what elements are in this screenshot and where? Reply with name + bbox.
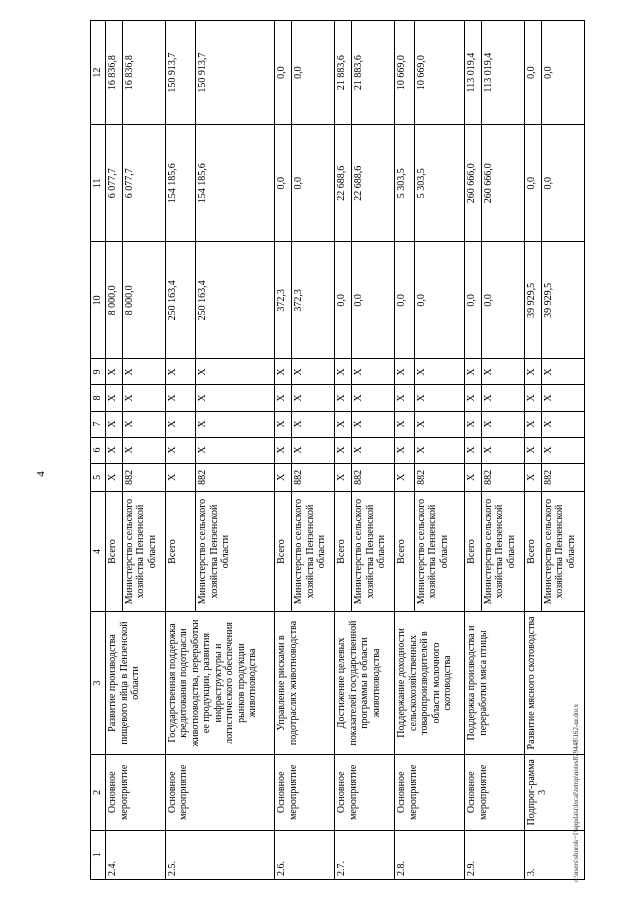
- row-name: Управление рисками в подотраслях животноводства: [275, 611, 335, 754]
- code-cell: Х: [165, 385, 196, 411]
- col-header: 4: [91, 492, 106, 612]
- amount-cell: 250 163,4: [196, 242, 275, 359]
- code-cell: Х: [335, 385, 352, 411]
- table-row: [524, 21, 541, 880]
- col-header: 2: [91, 755, 106, 830]
- amount-cell: 22 688,6: [352, 125, 395, 242]
- row-name: Поддержание доходности сельскохозяйственных товаропроизводителей в области молочного скотоводства: [395, 611, 465, 754]
- amount-cell: 5 303,5: [414, 125, 464, 242]
- code-cell: Х: [335, 411, 352, 437]
- amount-cell: 21 883,6: [352, 21, 395, 125]
- code-cell: 882: [414, 463, 464, 492]
- row-kind: Основное мероприятие: [165, 755, 275, 830]
- code-cell: Х: [524, 359, 541, 385]
- code-cell: Х: [292, 411, 335, 437]
- table-row: [275, 21, 292, 880]
- code-cell: Х: [292, 385, 335, 411]
- code-cell: Х: [395, 359, 414, 385]
- amount-cell: 0,0: [465, 242, 482, 359]
- amount-cell: 372,3: [275, 242, 292, 359]
- col-header: 10: [91, 242, 106, 359]
- code-cell: Х: [395, 411, 414, 437]
- row-name: Поддержка производства и переработки мяса птицы: [465, 611, 525, 754]
- amount-cell: 16 836,8: [122, 21, 165, 125]
- code-cell: 882: [122, 463, 165, 492]
- row-name: Государственная поддержка кредитования подотрасли животноводства, переработки ее продукции, развития инфраструктуры и логистического обеспечения рынков продукции животноводства: [165, 611, 275, 754]
- amount-cell: 6 077,7: [122, 125, 165, 242]
- code-cell: 882: [352, 463, 395, 492]
- recipient-ministry: Министерство сельского хозяйства Пензенской области: [414, 492, 464, 612]
- recipient-all: Всего: [335, 492, 352, 612]
- rotated-table-wrapper: [90, 20, 585, 880]
- code-cell: Х: [524, 463, 541, 492]
- amount-cell: 8 000,0: [106, 242, 123, 359]
- code-cell: Х: [524, 385, 541, 411]
- code-cell: Х: [106, 463, 123, 492]
- recipient-all: Всего: [395, 492, 414, 612]
- row-number: 3.: [524, 830, 584, 879]
- amount-cell: 21 883,6: [335, 21, 352, 125]
- file-path: c:\users\shorok~1\appdata\local\temp\notes879448\162-ш.docx: [572, 703, 580, 882]
- code-cell: Х: [106, 411, 123, 437]
- code-cell: Х: [335, 359, 352, 385]
- table-row: [106, 21, 123, 880]
- amount-cell: 16 836,8: [106, 21, 123, 125]
- amount-cell: 0,0: [541, 21, 584, 125]
- header-row: [91, 21, 106, 880]
- col-header: 9: [91, 359, 106, 385]
- amount-cell: 0,0: [524, 125, 541, 242]
- amount-cell: 5 303,5: [395, 125, 414, 242]
- recipient-ministry: Министерство сельского хозяйства Пензенской области: [196, 492, 275, 612]
- recipient-ministry: Министерство сельского хозяйства Пензенской области: [352, 492, 395, 612]
- amount-cell: 0,0: [275, 21, 292, 125]
- code-cell: Х: [106, 437, 123, 463]
- code-cell: Х: [275, 385, 292, 411]
- row-number: 2.7.: [335, 830, 395, 879]
- amount-cell: 10 669,0: [414, 21, 464, 125]
- code-cell: Х: [465, 411, 482, 437]
- recipient-ministry: Министерство сельского хозяйства Пензенской области: [541, 492, 584, 612]
- code-cell: 882: [196, 463, 275, 492]
- code-cell: Х: [481, 385, 524, 411]
- code-cell: Х: [481, 437, 524, 463]
- code-cell: Х: [275, 463, 292, 492]
- col-header: 1: [91, 830, 106, 879]
- amount-cell: 154 185,6: [196, 125, 275, 242]
- recipient-all: Всего: [275, 492, 292, 612]
- recipient-all: Всего: [465, 492, 482, 612]
- code-cell: Х: [196, 385, 275, 411]
- code-cell: Х: [465, 437, 482, 463]
- amount-cell: 150 913,7: [196, 21, 275, 125]
- code-cell: Х: [414, 385, 464, 411]
- amount-cell: 113 019,4: [465, 21, 482, 125]
- amount-cell: 260 666,0: [481, 125, 524, 242]
- amount-cell: 250 163,4: [165, 242, 196, 359]
- budget-table: [90, 20, 585, 880]
- code-cell: Х: [292, 359, 335, 385]
- code-cell: Х: [395, 463, 414, 492]
- code-cell: 882: [541, 463, 584, 492]
- row-kind: Подпрог-рамма 3: [524, 755, 584, 830]
- row-number: 2.9.: [465, 830, 525, 879]
- code-cell: Х: [465, 463, 482, 492]
- code-cell: 882: [292, 463, 335, 492]
- page-number: 4: [34, 471, 47, 477]
- code-cell: Х: [196, 359, 275, 385]
- amount-cell: 0,0: [414, 242, 464, 359]
- code-cell: Х: [395, 437, 414, 463]
- recipient-all: Всего: [106, 492, 123, 612]
- row-number: 2.5.: [165, 830, 275, 879]
- code-cell: Х: [335, 437, 352, 463]
- code-cell: Х: [352, 437, 395, 463]
- code-cell: Х: [122, 411, 165, 437]
- code-cell: Х: [414, 359, 464, 385]
- recipient-all: Всего: [524, 492, 541, 612]
- amount-cell: 39 929,5: [541, 242, 584, 359]
- table-row: [465, 21, 482, 880]
- code-cell: Х: [524, 411, 541, 437]
- col-header: 3: [91, 611, 106, 754]
- recipient-ministry: Министерство сельского хозяйства Пензенской области: [481, 492, 524, 612]
- amount-cell: 6 077,7: [106, 125, 123, 242]
- code-cell: Х: [541, 437, 584, 463]
- code-cell: 882: [481, 463, 524, 492]
- row-name: Развитие производства пищевого яйца в Пензенской области: [106, 611, 166, 754]
- code-cell: Х: [196, 437, 275, 463]
- code-cell: Х: [352, 411, 395, 437]
- code-cell: Х: [196, 411, 275, 437]
- table-row: [395, 21, 414, 880]
- code-cell: Х: [275, 411, 292, 437]
- amount-cell: 154 185,6: [165, 125, 196, 242]
- code-cell: Х: [481, 411, 524, 437]
- amount-cell: 10 669,0: [395, 21, 414, 125]
- code-cell: Х: [524, 437, 541, 463]
- amount-cell: 372,3: [292, 242, 335, 359]
- code-cell: Х: [465, 359, 482, 385]
- code-cell: Х: [165, 359, 196, 385]
- code-cell: Х: [165, 411, 196, 437]
- code-cell: Х: [275, 437, 292, 463]
- row-kind: Основное мероприятие: [106, 755, 166, 830]
- amount-cell: 0,0: [395, 242, 414, 359]
- row-number: 2.4.: [106, 830, 166, 879]
- col-header: 5: [91, 463, 106, 492]
- amount-cell: 39 929,5: [524, 242, 541, 359]
- code-cell: Х: [541, 359, 584, 385]
- amount-cell: 0,0: [335, 242, 352, 359]
- amount-cell: 113 019,4: [481, 21, 524, 125]
- code-cell: Х: [165, 463, 196, 492]
- file-path-footer: [572, 642, 580, 882]
- table-body: [106, 21, 585, 880]
- row-kind: Основное мероприятие: [275, 755, 335, 830]
- code-cell: Х: [106, 385, 123, 411]
- code-cell: Х: [106, 359, 123, 385]
- row-number: 2.8.: [395, 830, 465, 879]
- amount-cell: 0,0: [292, 21, 335, 125]
- code-cell: Х: [395, 385, 414, 411]
- code-cell: Х: [292, 437, 335, 463]
- col-header: 6: [91, 437, 106, 463]
- code-cell: Х: [481, 359, 524, 385]
- code-cell: Х: [414, 411, 464, 437]
- col-header: 11: [91, 125, 106, 242]
- row-name: Развитие мясного скотоводства: [524, 611, 584, 754]
- row-kind: Основное мероприятие: [335, 755, 395, 830]
- col-header: 7: [91, 411, 106, 437]
- code-cell: Х: [352, 385, 395, 411]
- code-cell: Х: [541, 385, 584, 411]
- amount-cell: 150 913,7: [165, 21, 196, 125]
- code-cell: Х: [465, 385, 482, 411]
- row-number: 2.6.: [275, 830, 335, 879]
- amount-cell: 0,0: [292, 125, 335, 242]
- code-cell: Х: [122, 359, 165, 385]
- table-row: [335, 21, 352, 880]
- amount-cell: 0,0: [524, 21, 541, 125]
- amount-cell: 0,0: [481, 242, 524, 359]
- amount-cell: 0,0: [352, 242, 395, 359]
- code-cell: Х: [352, 359, 395, 385]
- code-cell: Х: [122, 437, 165, 463]
- row-name: Достижение целевых показателей государственной программы в области животноводства: [335, 611, 395, 754]
- amount-cell: 22 688,6: [335, 125, 352, 242]
- amount-cell: 260 666,0: [465, 125, 482, 242]
- recipient-ministry: Министерство сельского хозяйства Пензенской области: [122, 492, 165, 612]
- table-row: [165, 21, 196, 880]
- amount-cell: 0,0: [275, 125, 292, 242]
- code-cell: Х: [335, 463, 352, 492]
- amount-cell: 0,0: [541, 125, 584, 242]
- col-header: 12: [91, 21, 106, 125]
- code-cell: Х: [122, 385, 165, 411]
- code-cell: Х: [414, 437, 464, 463]
- amount-cell: 8 000,0: [122, 242, 165, 359]
- code-cell: Х: [275, 359, 292, 385]
- code-cell: Х: [541, 411, 584, 437]
- recipient-all: Всего: [165, 492, 196, 612]
- col-header: 8: [91, 385, 106, 411]
- code-cell: Х: [165, 437, 196, 463]
- recipient-ministry: Министерство сельского хозяйства Пензенской области: [292, 492, 335, 612]
- row-kind: Основное мероприятие: [465, 755, 525, 830]
- row-kind: Основное мероприятие: [395, 755, 465, 830]
